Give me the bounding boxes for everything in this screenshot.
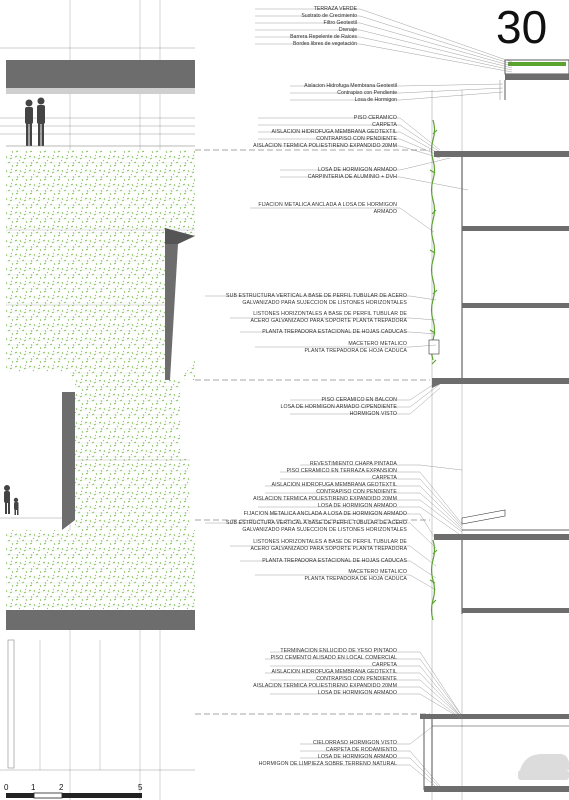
label-upperfloor-2: AISLACION HIDROFUGA MEMBRANA GEOTEXTIL bbox=[271, 129, 397, 135]
label-ground-2: CARPETA bbox=[372, 662, 397, 668]
label-terrace-2: CARPETA bbox=[372, 475, 397, 481]
label-roof-2: Filtro Geotextil bbox=[323, 20, 357, 26]
scale-tick-0: 0 bbox=[4, 783, 9, 792]
label-upperpot-1: PLANTA TREPADORA DE HOJA CADUCA bbox=[304, 348, 407, 354]
label-upperplant-0: PLANTA TREPADORA ESTACIONAL DE HOJAS CADUCAS bbox=[262, 329, 407, 335]
label-basement-0: CIELORRASO HORMIGON VISTO bbox=[313, 740, 397, 746]
scale-tick-5: 5 bbox=[138, 783, 143, 792]
label-upperfix-0: FIJACION METALICA ANCLADA A LOSA DE HORMIGON bbox=[258, 202, 397, 208]
label-lowerstructure-1: GALVANIZADO PARA SUJECCION DE LISTONES HORIZONTALES bbox=[242, 527, 407, 533]
label-roof-1: Sustrato de Crecimiento bbox=[301, 13, 357, 19]
ground-slab bbox=[6, 610, 195, 630]
roof-slab bbox=[6, 60, 195, 88]
label-basement-2: LOSA DE HORMIGON ARMADO bbox=[318, 754, 397, 760]
label-ground-4: CONTRAPISO CON PENDIENTE bbox=[316, 676, 397, 682]
label-lowerpot-0: MACETERO METALICO bbox=[348, 569, 407, 575]
person-figure bbox=[25, 98, 45, 147]
label-roof-0: TERRAZA VERDE bbox=[313, 6, 357, 12]
label-balcony-2: HORMIGON VISTO bbox=[349, 411, 397, 417]
label-upperstructure-1: GALVANIZADO PARA SUJECCION DE LISTONES HORIZONTALES bbox=[242, 300, 407, 306]
label-roofslab-1: Contrapiso con Pendiente bbox=[337, 90, 397, 96]
wall-section bbox=[420, 60, 569, 800]
label-lowerslats-0: LISTONES HORIZONTALES A BASE DE PERFIL TUBULAR DE bbox=[253, 539, 407, 545]
label-lowerfix-0: FIJACION METALICA ANCLADA A LOSA DE HORMIGON ARMADO bbox=[243, 511, 407, 517]
label-lowerslats-1: ACERO GALVANIZADO PARA SOPORTE PLANTA TREPADORA bbox=[250, 546, 407, 552]
label-balcony-1: LOSA DE HORMIGON ARMADO C/PENDIENTE bbox=[280, 404, 397, 410]
label-upperslab-1: CARPINTERIA DE ALUMINIO + DVH bbox=[307, 174, 397, 180]
floor-slab-upper bbox=[434, 151, 569, 157]
scale-tick-1: 1 bbox=[31, 783, 36, 792]
label-lowerpot-1: PLANTA TREPADORA DE HOJA CADUCA bbox=[304, 576, 407, 582]
scale-bar bbox=[6, 793, 142, 798]
label-balcony-0: PISO CERAMICO EN BALCON bbox=[321, 397, 397, 403]
label-ground-5: AISLACION TERMICA POLIESTIRENO EXPANDIDO 20MM bbox=[253, 683, 397, 689]
label-ground-0: TERMINACION ENLUCIDO DE YESO PINTADO bbox=[280, 648, 397, 654]
label-roofslab-0: Aislacion Hidrofuga Membrana Geotextil bbox=[304, 83, 397, 89]
planter-upper bbox=[429, 340, 439, 354]
label-roof-3: Drenaje bbox=[338, 27, 357, 33]
label-terrace-0: REVESTIMIENTO CHAPA PINTADA bbox=[309, 461, 397, 467]
climbing-plant-lower bbox=[430, 540, 437, 620]
terrace-slab bbox=[434, 534, 569, 540]
balcony-slab bbox=[432, 378, 569, 388]
label-terrace-6: LOSA DE HORMIGON ARMADO bbox=[318, 503, 397, 509]
label-ground-6: LOSA DE HORMIGON ARMADO bbox=[318, 690, 397, 696]
label-upperslats-0: LISTONES HORIZONTALES A BASE DE PERFIL TUBULAR DE bbox=[253, 311, 407, 317]
label-terrace-4: CONTRAPISO CON PENDIENTE bbox=[316, 489, 397, 495]
label-upperslats-1: ACERO GALVANIZADO PARA SOPORTE PLANTA TREPADORA bbox=[250, 318, 407, 324]
label-upperfix-1: ARMADO bbox=[373, 209, 397, 215]
label-upperfloor-3: CONTRAPISO CON PENDIENTE bbox=[316, 136, 397, 142]
label-terrace-1: PISO CERAMICO EN TERRAZA EXPANSION bbox=[286, 468, 397, 474]
elevation bbox=[0, 0, 195, 800]
label-roof-5: Bordes libres de vegetación bbox=[292, 41, 357, 47]
label-upperfloor-4: AISLACION TERMICA POLIESTIRENO EXPANDIDO 20MM bbox=[253, 143, 397, 149]
label-ground-1: PISO CEMENTO ALISADO EN LOCAL COMERCIAL bbox=[270, 655, 397, 661]
label-terrace-3: AISLACION HIDROFUGA MEMBRANA GEOTEXTIL bbox=[271, 482, 397, 488]
label-basement-1: CARPETA DE RODAMIENTO bbox=[325, 747, 397, 753]
label-upperfloor-1: CARPETA bbox=[372, 122, 397, 128]
label-terrace-5: AISLACION TERMICA POLIESTIRENO EXPANDIDO 20MM bbox=[253, 496, 397, 502]
level-lines bbox=[195, 150, 430, 714]
label-upperstructure-0: SUB ESTRUCTURA VERTICAL A BASE DE PERFIL TUBULAR DE ACERO bbox=[226, 293, 407, 299]
label-roof-4: Barrera Repelente de Raices bbox=[290, 34, 357, 40]
label-lowerstructure-0: SUB ESTRUCTURA VERTICAL A BASE DE PERFIL TUBULAR DE ACERO bbox=[226, 520, 407, 526]
label-upperpot-0: MACETERO METALICO bbox=[348, 341, 407, 347]
car-icon bbox=[518, 754, 569, 780]
label-lowerplant-0: PLANTA TREPADORA ESTACIONAL DE HOJAS CADUCAS bbox=[262, 558, 407, 564]
label-upperfloor-0: PISO CERAMICO bbox=[353, 115, 397, 121]
label-ground-3: AISLACION HIDROFUGA MEMBRANA GEOTEXTIL bbox=[271, 669, 397, 675]
label-roofslab-2: Losa de Hormigon bbox=[354, 97, 397, 103]
label-basement-3: HORMIGON DE LIMPIEZA SOBRE TERRENO NATURAL bbox=[258, 761, 397, 767]
scale-tick-2: 2 bbox=[59, 783, 64, 792]
label-upperslab-0: LOSA DE HORMIGON ARMADO bbox=[318, 167, 397, 173]
page-number: 30 bbox=[496, 1, 548, 53]
green-facade-middle bbox=[75, 380, 190, 530]
